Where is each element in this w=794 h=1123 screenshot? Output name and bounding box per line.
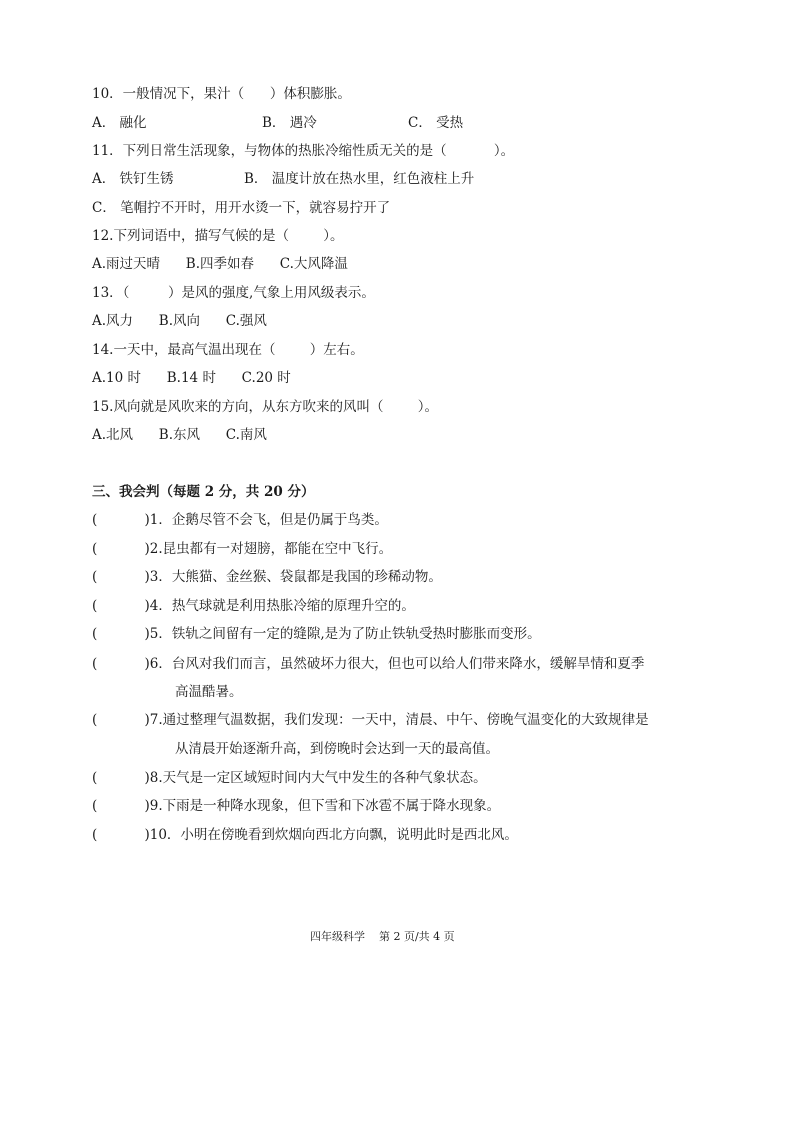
question-11-option-c: C． 笔帽拧不开时，用开水烫一下，就容易拧开了: [92, 200, 391, 216]
question-11-option-b: B． 温度计放在热水里，红色液柱上升: [244, 171, 475, 187]
question-10-option-c: C． 受热: [408, 115, 464, 131]
judge-item-6: ( )6．台风对我们而言，虽然破坏力很大，但也可以给人们带来降水，缓解旱情和夏季: [92, 656, 645, 672]
judge-item-9: ( )9.下雨是一种降水现象，但下雪和下冰雹不属于降水现象。: [92, 798, 501, 814]
question-12-options: A.雨过天晴 B.四季如春 C.大风降温: [92, 256, 348, 272]
judge-item-6-continuation: 高温酷暑。: [175, 684, 243, 700]
question-11: 11．下列日常生活现象，与物体的热胀冷缩性质无关的是（ ）。: [92, 143, 515, 159]
judge-item-4: ( )4．热气球就是利用热胀冷缩的原理升空的。: [92, 598, 415, 614]
question-12: 12.下列词语中，描写气候的是（ ）。: [92, 228, 344, 244]
judge-item-3: ( )3．大熊猫、金丝猴、袋鼠都是我国的珍稀动物。: [92, 569, 442, 585]
question-15-options: A.北风 B.东风 C.南风: [92, 427, 267, 443]
judge-item-2: ( )2.昆虫都有一对翅膀，都能在空中飞行。: [92, 541, 393, 557]
judge-item-7-continuation: 从清晨开始逐渐升高，到傍晚时会达到一天的最高值。: [175, 741, 499, 757]
section-3-heading: 三、我会判（每题 2 分，共 20 分）: [92, 484, 315, 500]
question-10-option-a: A． 融化: [92, 115, 147, 131]
judge-item-5: ( )5．铁轨之间留有一定的缝隙,是为了防止铁轨受热时膨胀而变形。: [92, 626, 541, 642]
question-13: 13．（ ）是风的强度,气象上用风级表示。: [92, 285, 375, 301]
judge-item-1: ( )1．企鹅尽管不会飞，但是仍属于鸟类。: [92, 512, 388, 528]
question-14: 14.一天中，最高气温出现在（ ）左右。: [92, 342, 364, 358]
judge-item-7: ( )7.通过整理气温数据，我们发现：一天中，清晨、中午、傍晚气温变化的大致规律是: [92, 712, 649, 728]
judge-item-10: ( )10．小明在傍晚看到炊烟向西北方向飘，说明此时是西北风。: [92, 827, 518, 843]
question-13-options: A.风力 B.风向 C.强风: [92, 313, 267, 329]
question-10-option-b: B． 遇冷: [262, 115, 317, 131]
question-14-options: A.10 时 B.14 时 C.20 时: [92, 370, 291, 386]
question-11-option-a: A． 铁钉生锈: [92, 171, 174, 187]
judge-item-8: ( )8.天气是一定区域短时间内大气中发生的各种气象状态。: [92, 770, 487, 786]
question-10: 10．一般情况下，果汁（ ）体积膨胀。: [92, 86, 351, 102]
question-15: 15.风向就是风吹来的方向，从东方吹来的风叫（ ）。: [92, 399, 439, 415]
page-footer: 四年级科学 第 2 页/共 4 页: [310, 930, 455, 943]
